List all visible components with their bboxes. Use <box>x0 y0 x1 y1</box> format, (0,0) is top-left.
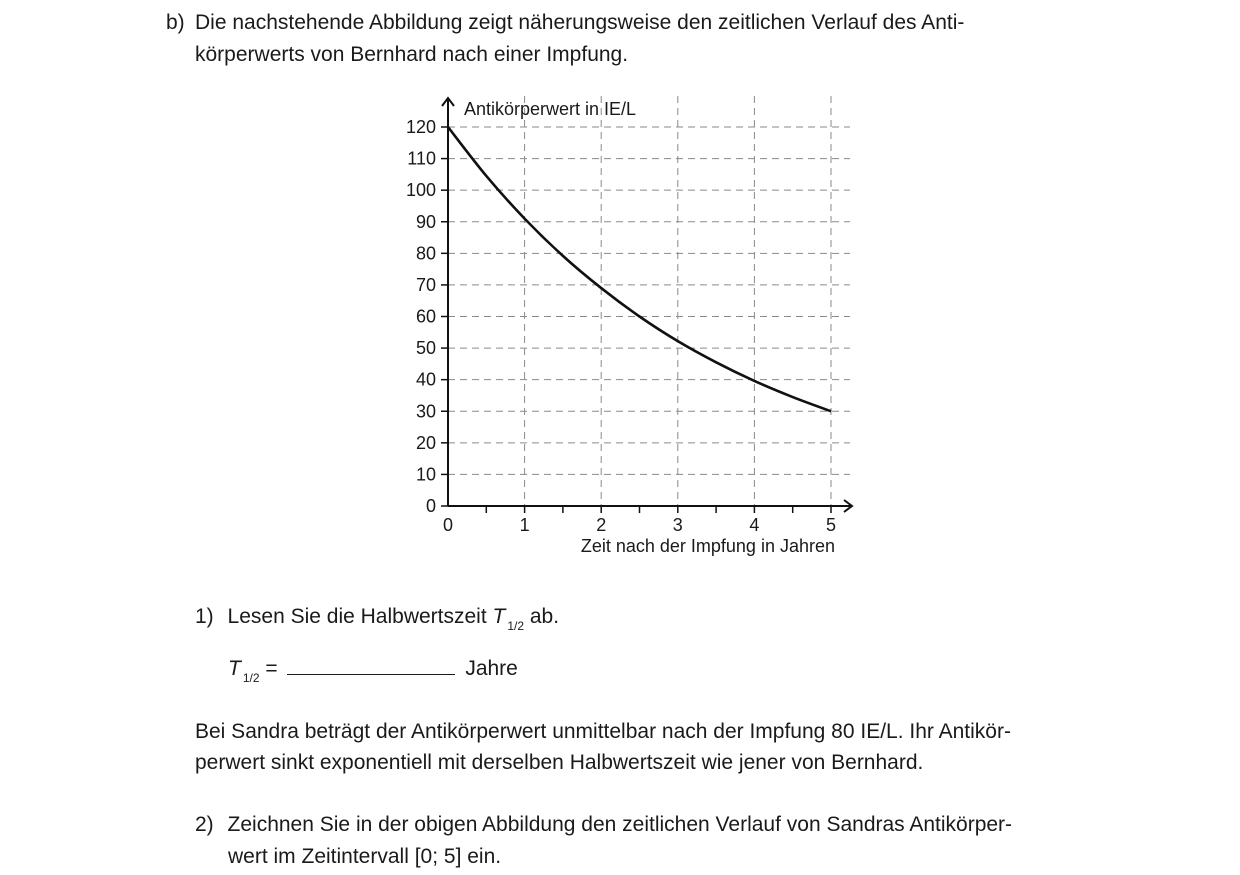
y-tick-label: 120 <box>405 117 436 137</box>
x-tick-label: 3 <box>672 515 683 535</box>
y-tick-label: 70 <box>415 274 436 295</box>
paragraph-line1: Bei Sandra beträgt der Antikörperwert unmittelbar nach der Impfung 80 IE/L. Ihr Antikör- <box>195 720 1011 743</box>
y-tick-label: 30 <box>415 401 436 422</box>
question-2-text-line2: wert im Zeitintervall [0; 5] ein. <box>228 845 502 868</box>
x-tick-label: 4 <box>749 515 760 535</box>
series-line <box>448 127 831 411</box>
half-life-subscript: 1/2 <box>507 619 525 633</box>
answer-unit: Jahre <box>465 657 518 680</box>
question-1-text-after: ab. <box>529 605 560 628</box>
task-intro-line1: Die nachstehende Abbildung zeigt näherungsweise den zeitlichen Verlauf des Anti- <box>195 11 965 34</box>
y-axis-label: Antikörperwert in IE/L <box>464 99 637 119</box>
question-2-text-line1: Zeichnen Sie in der obigen Abbildung den zeitlichen Verlauf von Sandras Antikörper- <box>227 813 1013 836</box>
x-axis-label: Zeit nach der Impfung in Jahren <box>580 536 835 556</box>
answer-subscript: 1/2 <box>242 671 260 685</box>
y-tick-label: 50 <box>415 338 436 359</box>
chart-grid <box>448 96 850 506</box>
question-2-number: 2) <box>195 813 214 836</box>
x-tick-label: 0 <box>442 515 454 535</box>
question-1 <box>195 604 559 632</box>
answer-blank[interactable] <box>287 656 455 675</box>
x-tick-label: 2 <box>596 515 607 535</box>
y-tick-label: 60 <box>415 306 436 327</box>
task-intro-line2: körperwerts von Bernhard nach einer Impfung. <box>195 43 629 66</box>
task-label: b) <box>166 11 185 34</box>
chart-axes <box>442 98 852 512</box>
x-tick-label: 1 <box>519 515 530 535</box>
x-tick-label: 5 <box>825 515 837 535</box>
y-tick-label: 0 <box>425 496 436 516</box>
chart-ticks <box>406 117 836 535</box>
y-tick-label: 10 <box>415 464 436 485</box>
answer-line <box>228 656 518 684</box>
question-2-line1 <box>195 812 1012 838</box>
equals-sign: = <box>265 657 278 680</box>
paragraph-line2: perwert sinkt exponentiell mit derselben Halbwertszeit wie jener von Bernhard. <box>195 751 924 774</box>
y-tick-label: 20 <box>415 432 436 453</box>
answer-symbol: T <box>228 657 241 680</box>
y-tick-label: 80 <box>415 243 436 264</box>
question-1-number: 1) <box>195 605 214 628</box>
y-tick-label: 110 <box>407 148 436 169</box>
half-life-symbol: T <box>492 605 506 628</box>
question-1-text: Lesen Sie die Halbwertszeit <box>227 605 487 628</box>
y-tick-label: 100 <box>405 180 436 201</box>
chart-series <box>448 127 831 411</box>
y-tick-label: 90 <box>415 211 436 232</box>
y-tick-label: 40 <box>415 369 436 390</box>
